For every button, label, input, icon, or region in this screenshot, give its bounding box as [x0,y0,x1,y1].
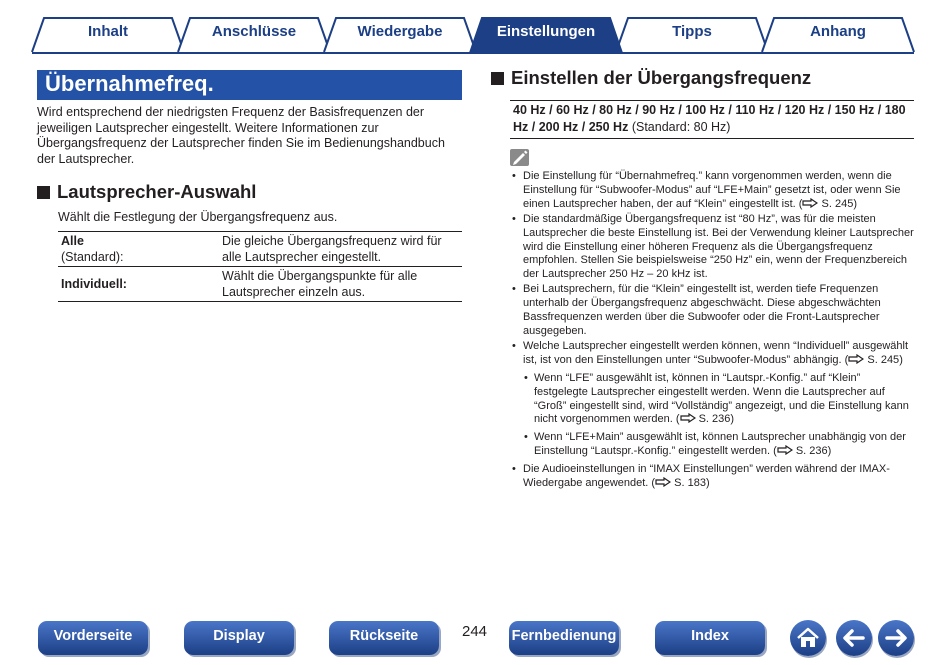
home-icon [790,620,826,656]
note-text: Bei Lautsprechern, für die “Klein” eingestellt ist, werden tiefe Frequenzen unterhalb der Übergangsfrequenz abgeschwächt. Diese abgeschwächten Bassfrequenzen werden über die Subwoofer oder die Front-Lautsprecher ausgegeben. [523,283,881,337]
top-tab-bar [32,18,914,54]
arrow-left-icon [836,620,872,656]
rear-panel-button[interactable]: Rückseite [329,621,439,655]
page-number: 244 [462,623,488,640]
notes-list [512,170,917,492]
pointing-hand-icon [848,354,864,364]
list-item: • Wenn “LFE+Main” ausgewählt ist, können Lautsprecher unabhängig von der Einstellung “Lautspr.-Konfig.” eingestellt werden. ( S. 236) [524,431,917,459]
tab-einstellungen[interactable]: Einstellungen [496,23,596,40]
option-value: Die gleiche Übergangsfrequenz wird für alle Lautsprecher eingestellt. [222,234,442,264]
list-item: • Die Audioeinstellungen in “IMAX Einstellungen” werden während der IMAX-Wiedergabe angewendet. ( S. 183) [512,463,917,491]
note-text: Welche Lautsprecher eingestellt werden können, wenn “Individuell” ausgewählt ist, ist von den Einstellungen unter “Subwoofer-Modus” abhängig. [523,339,909,366]
option-key: Alle [61,234,84,248]
option-key-suffix: (Standard): [61,250,124,264]
speaker-select-options-table [58,231,462,302]
tab-inhalt[interactable]: Inhalt [88,23,128,40]
pencil-note-icon [510,149,529,166]
table-row [58,232,462,267]
tab-anschluesse[interactable]: Anschlüsse [211,23,297,40]
home-button[interactable] [790,620,826,656]
speaker-select-heading [37,181,256,203]
subnote-text: Wenn “LFE+Main” ausgewählt ist, können Lautsprecher unabhängig von der Einstellung “Lautspr.-Konfig.” eingestellt werden. [534,431,906,458]
crossover-heading [491,67,811,89]
option-value: Wählt die Übergangspunkte für alle Lautsprecher einzeln aus. [222,269,418,299]
speaker-select-description: Wählt die Festlegung der Übergangsfrequenz aus. [58,210,338,224]
list-item: • Welche Lautsprecher eingestellt werden können, wenn “Individuell” ausgewählt ist, ist von den Einstellungen unter “Subwoofer-Modus” abhängig. ( S. 245) • Wenn “LFE” ausgewählt ist, können in “Lautspr.-Konfig.” auf “Klein” festgelegte Lautsprecher eingestellt werden. Wenn die Lautsprecher auf “Groß” eingestellt sind, wird “Vollständig” angezeigt, und die Einstellung kann nicht vorgenommen werden. ( S. 236) • Wenn “LFE+Main” ausgewählt ist, können Lautsprecher unabhängig von der Einstellung “Lautspr.-Konfig.” eingestellt werden. ( S. 236) [512,340,917,459]
subnotes-list [524,372,917,459]
option-key: Individuell: [61,277,127,291]
note-text: Die Audioeinstellungen in “IMAX Einstellungen” werden während der IMAX-Wiedergabe angewendet. [523,463,890,490]
previous-page-button[interactable] [836,620,872,656]
speaker-select-heading-text: Lautsprecher-Auswahl [57,181,257,202]
tab-anhang[interactable]: Anhang [810,23,866,40]
list-item [512,283,917,339]
note-text: Die standardmäßige Übergangsfrequenz ist “80 Hz”, was für die meisten Lautsprecher die beste Einstellung ist. Bei der Verwendung kleiner Lautsprecher wird die Einstellung einer höheren Frequenz als die Übergangsfrequenz empfohlen. Stellen Sie beispielsweise “250 Hz” ein, wenn der Frequenzbereich der Lautsprecher 250 Hz – 20 kHz ist. [523,212,914,281]
tab-tipps[interactable]: Tipps [672,23,712,40]
pointing-hand-icon [777,445,793,455]
pointing-hand-icon [680,413,696,423]
crossover-default: (Standard: 80 Hz) [631,120,731,134]
intro-text: Wird entsprechend der niedrigsten Frequenz der Basisfrequenzen der jeweiligen Lautsprecher eingestellt. Weitere Informationen zur Übergangsfrequenz der Lautsprecher finden Sie im Bedienungshandbuch der Lautsprecher. [37,105,445,166]
remote-control-button[interactable]: Fernbedienung [509,621,619,655]
tab-wiedergabe[interactable]: Wiedergabe [357,23,443,40]
heading-square-icon [491,72,504,85]
crossover-value-list: 40 Hz / 60 Hz / 80 Hz / 90 Hz / 100 Hz / 110 Hz / 120 Hz / 150 Hz / 180 Hz / 200 Hz / 250 Hz [513,103,906,134]
arrow-right-icon [878,620,914,656]
table-row [58,267,462,302]
index-button[interactable]: Index [655,621,765,655]
page-ref-link[interactable]: S. 245 [821,197,854,210]
tab-bar-underline [32,52,914,54]
list-item: • Die Einstellung für “Übernahmefreq.” kann vorgenommen werden, wenn die Einstellung für “Subwoofer-Modus” auf “LFE+Main” gesetzt ist, oder wenn Sie einen Lautsprecher haben, der auf “Klein” eingestellt ist. ( S. 245) [512,170,917,212]
subnote-text: Wenn “LFE” ausgewählt ist, können in “Lautspr.-Konfig.” auf “Klein” festgelegte Lautsprecher eingestellt werden. Wenn die Lautsprecher auf “Groß” eingestellt sind, wird “Vollständig” angezeigt, und die Einstellung kann nicht vorgenommen werden. [534,371,909,426]
heading-square-icon [37,186,50,199]
crossover-values [510,100,914,139]
crossover-heading-text: Einstellen der Übergangsfrequenz [511,67,812,88]
front-panel-button[interactable]: Vorderseite [38,621,148,655]
list-item [512,213,917,283]
display-button[interactable]: Display [184,621,294,655]
section-title: Übernahmefreq. [37,70,462,100]
option-key-cell [58,232,219,267]
next-page-button[interactable] [878,620,914,656]
option-key-cell [58,267,219,302]
note-text: Die Einstellung für “Übernahmefreq.” kann vorgenommen werden, wenn die Einstellung für “Subwoofer-Modus” auf “LFE+Main” gesetzt ist, oder wenn Sie einen Lautsprecher haben, der auf “Klein” eingestellt ist. [523,170,901,210]
pointing-hand-icon [655,477,671,487]
page-ref-link[interactable]: S. 245 [867,353,900,366]
list-item: • Wenn “LFE” ausgewählt ist, können in “Lautspr.-Konfig.” auf “Klein” festgelegte Lautsprecher eingestellt werden. Wenn die Lautsprecher auf “Groß” eingestellt sind, wird “Vollständig” angezeigt, und die Einstellung kann nicht vorgenommen werden. ( S. 236) [524,372,917,428]
page-ref-link[interactable]: S. 236 [795,445,828,458]
page-ref-link[interactable]: S. 236 [698,413,731,426]
page-ref-link[interactable]: S. 183 [674,477,706,490]
pointing-hand-icon [802,198,818,208]
